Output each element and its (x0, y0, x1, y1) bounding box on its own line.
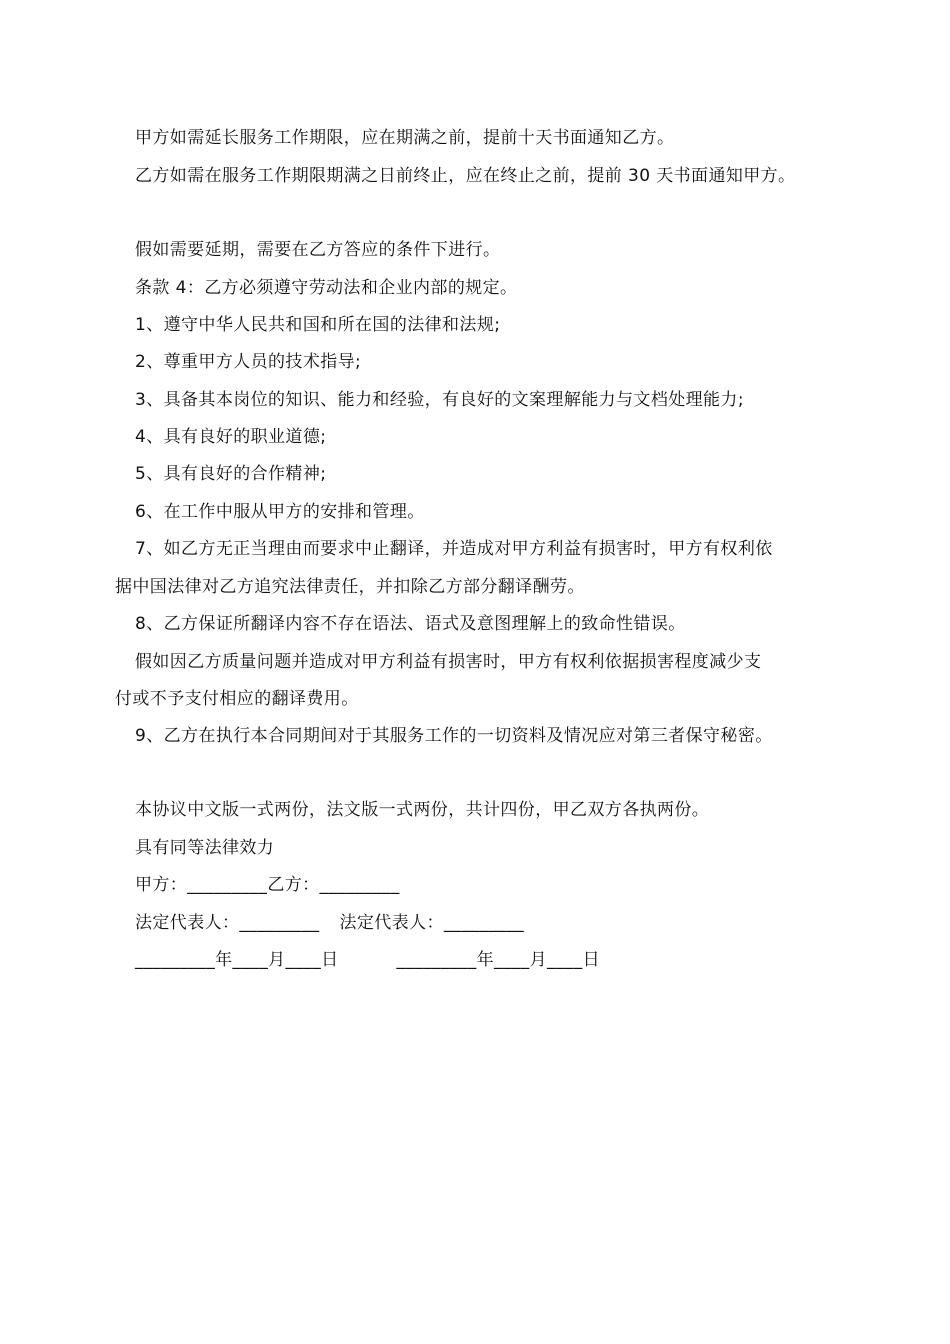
list-item-4: 4、具有良好的职业道德; (135, 427, 327, 447)
list-item-8: 8、乙方保证所翻译内容不存在语法、语式及意图理解上的致命性错误。 (135, 614, 686, 634)
party-b-representative-line: 法定代表人：_________ (339, 913, 524, 933)
list-item-5: 5、具有良好的合作精神; (135, 464, 327, 484)
party-a-representative-line: 法定代表人：_________ (135, 913, 320, 933)
list-item-8-note-line-1: 假如因乙方质量问题并造成对甲方利益有损害时，甲方有权利依据损害程度减少支 (135, 652, 762, 672)
list-item-8-note-line-2: 付或不予支付相应的翻译费用。 (115, 689, 359, 709)
list-item-7-line-2: 据中国法律对乙方追究法律责任，并扣除乙方部分翻译酬劳。 (115, 577, 585, 597)
list-item-1: 1、遵守中华人民共和国和所在国的法律和法规; (135, 315, 501, 335)
list-item-3: 3、具备其本岗位的知识、能力和经验，有良好的文案理解能力与文档处理能力; (135, 390, 744, 410)
list-item-9: 9、乙方在执行本合同期间对于其服务工作的一切资料及情况应对第三者保守秘密。 (135, 726, 773, 746)
signature-dates-row (135, 948, 600, 972)
list-item-6: 6、在工作中服从甲方的安排和管理。 (135, 502, 425, 522)
signature-representatives-row (135, 911, 524, 935)
party-b-date-line: _________年____月____日 (396, 950, 600, 970)
clause-heading: 条款 4：乙方必须遵守劳动法和企业内部的规定。 (135, 278, 518, 298)
paragraph-extension-condition: 假如需要延期，需要在乙方答应的条件下进行。 (135, 240, 501, 260)
paragraph-copies: 本协议中文版一式两份，法文版一式两份，共计四份，甲乙双方各执两份。 (135, 800, 710, 820)
paragraph-extension-notice: 甲方如需延长服务工作期限，应在期满之前，提前十天书面通知乙方。 (135, 128, 675, 148)
paragraph-validity: 具有同等法律效力 (135, 838, 275, 858)
paragraph-termination-notice: 乙方如需在服务工作期限期满之日前终止，应在终止之前，提前 30 天书面通知甲方。 (135, 166, 796, 186)
party-a-date-line: _________年____月____日 (135, 950, 339, 970)
party-b-signature-line: 乙方：_________ (267, 875, 400, 895)
list-item-2: 2、尊重甲方人员的技术指导; (135, 352, 362, 372)
party-a-signature-line: 甲方：_________ (135, 875, 268, 895)
list-item-7-line-1: 7、如乙方无正当理由而要求中止翻译，并造成对甲方利益有损害时，甲方有权利依 (135, 539, 773, 559)
signature-parties-row (135, 873, 400, 897)
